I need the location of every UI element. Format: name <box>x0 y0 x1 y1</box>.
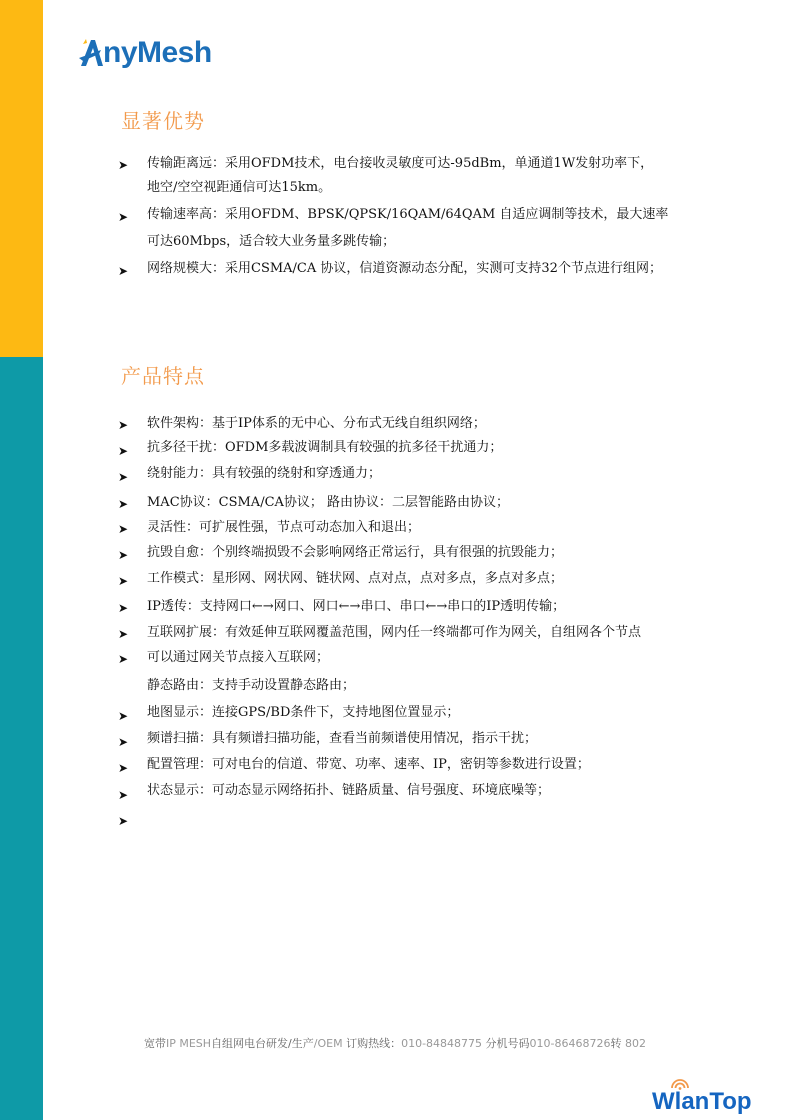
arrow-bullet-icon: ➤ <box>118 522 129 536</box>
arrow-bullet-icon: ➤ <box>118 761 129 775</box>
wlantop-logo-text: WlanTop <box>652 1088 752 1115</box>
arrow-bullet-icon: ➤ <box>118 497 129 511</box>
footer-text: 订购热线： <box>342 1037 402 1050</box>
list-item-text: 网络规模大：采用CSMA/CA 协议，信道资源动态分配，实测可支持32个节点进行组网； <box>147 261 662 276</box>
decorative-bar-yellow <box>0 0 43 357</box>
decorative-bar-teal <box>0 357 43 1120</box>
arrow-bullet-icon: ➤ <box>118 210 129 224</box>
arrow-bullet-icon: ➤ <box>118 788 129 802</box>
arrow-bullet-icon: ➤ <box>118 470 129 484</box>
list-item-text: MAC协议：CSMA/CA协议； 路由协议：二层智能路由协议； <box>147 495 510 510</box>
arrow-bullet-icon: ➤ <box>118 627 129 641</box>
footer-phone: 010-84848775 <box>401 1037 483 1050</box>
list-item-text-continued: 可达60Mbps，适合较大业务量多跳传输； <box>147 234 396 249</box>
arrow-bullet-icon: ➤ <box>118 709 129 723</box>
list-item-text: 状态显示：可动态显示网络拓扑、链路质量、信号强度、环境底噪等； <box>147 783 551 798</box>
footer-contact-line <box>0 1035 790 1051</box>
arrow-bullet-icon: ➤ <box>118 652 129 666</box>
arrow-bullet-icon: ➤ <box>118 158 129 172</box>
anymesh-logo-text: nyMesh <box>103 36 212 69</box>
anymesh-logo-icon <box>79 36 105 70</box>
arrow-bullet-icon: ➤ <box>118 601 129 615</box>
list-item-text: 传输距离远：采用OFDM技术，电台接收灵敏度可达-95dBm，单通道1W发射功率下， <box>147 156 654 171</box>
arrow-bullet-icon: ➤ <box>118 814 129 828</box>
arrow-bullet-icon: ➤ <box>118 418 129 432</box>
list-item-text: 互联网扩展：有效延伸互联网覆盖范围，网内任一终端都可作为网关，自组网各个节点 <box>147 625 642 640</box>
list-item-text: 工作模式：星形网、网状网、链状网、点对点，点对多点，多点对多点； <box>147 571 564 586</box>
list-item-text-continued: 地空/空空视距通信可达15km。 <box>147 180 332 195</box>
list-item-text: 抗毁自愈：个别终端损毁不会影响网络正常运行，具有很强的抗毁能力； <box>147 545 564 560</box>
wlantop-logo <box>652 1078 762 1118</box>
list-item-text: 传输速率高：采用OFDM、BPSK/QPSK/16QAM/64QAM 自适应调制等技术，最大速率 <box>147 207 669 222</box>
footer-text: IP MESH <box>165 1037 212 1050</box>
list-item-text: 频谱扫描：具有频谱扫描功能，查看当前频谱使用情况，指示干扰； <box>147 731 538 746</box>
footer-text: 自组网电台研发/生产 <box>211 1037 314 1050</box>
footer-extension: 802 <box>621 1037 646 1050</box>
list-item-text: IP透传：支持网口←→网口、网口←→串口、串口←→串口的IP透明传输； <box>147 599 566 614</box>
anymesh-logo <box>79 33 212 73</box>
list-item-text: 配置管理：可对电台的信道、带宽、功率、速率、IP，密钥等参数进行设置； <box>147 757 590 772</box>
list-item-text: 地图显示：连接GPS/BD条件下，支持地图位置显示； <box>147 705 460 720</box>
footer-phone: 010-86468726 <box>529 1037 611 1050</box>
arrow-bullet-icon: ➤ <box>118 264 129 278</box>
footer-text: 转 <box>610 1037 622 1050</box>
list-item-text: 灵活性：可扩展性强，节点可动态加入和退出； <box>147 520 421 535</box>
footer-text: /OEM <box>313 1037 343 1050</box>
arrow-bullet-icon: ➤ <box>118 444 129 458</box>
list-item-text: 抗多径干扰：OFDM多载波调制具有较强的抗多径干扰通力； <box>147 440 503 455</box>
arrow-bullet-icon: ➤ <box>118 574 129 588</box>
section-title-features: 产品特点 <box>121 364 205 388</box>
arrow-bullet-icon: ➤ <box>118 735 129 749</box>
section-title-advantages: 显著优势 <box>121 109 205 133</box>
list-item-text: 静态路由：支持手动设置静态路由； <box>147 678 356 693</box>
list-item-text: 软件架构：基于IP体系的无中心、分布式无线自组织网络； <box>147 416 486 431</box>
list-item-text: 绕射能力：具有较强的绕射和穿透通力； <box>147 466 382 481</box>
footer-text: 宽带 <box>143 1037 166 1050</box>
arrow-bullet-icon: ➤ <box>118 548 129 562</box>
footer-text: 分机号码 <box>482 1037 530 1050</box>
list-item-text: 可以通过网关节点接入互联网； <box>147 650 330 665</box>
